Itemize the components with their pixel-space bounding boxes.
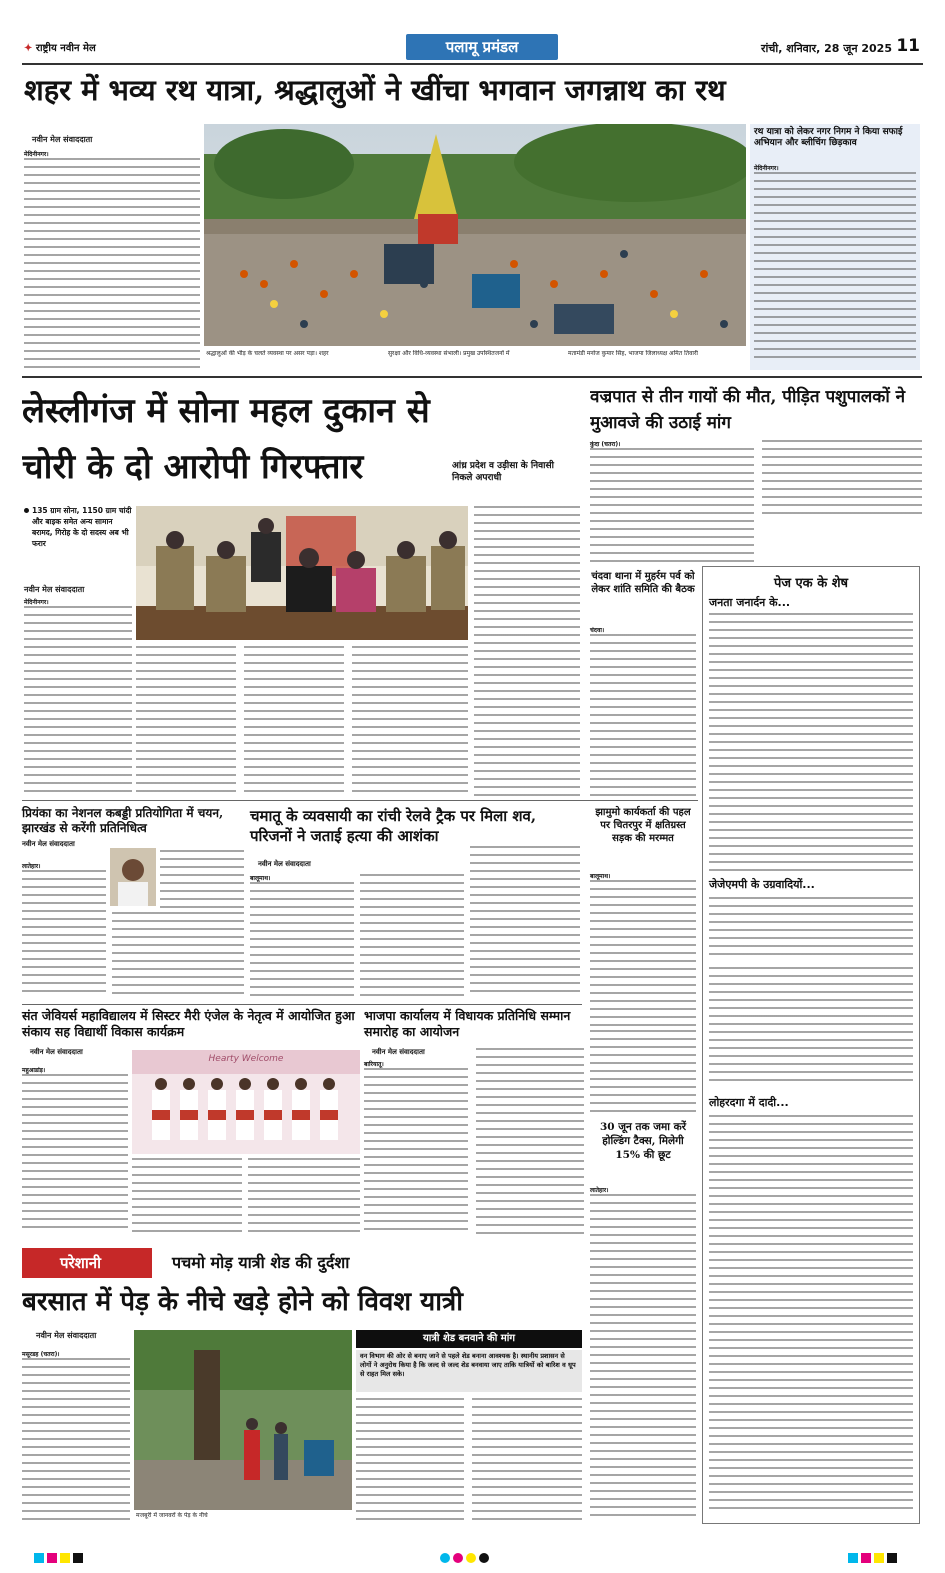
magenta-dot — [453, 1553, 463, 1563]
story5-body-text — [590, 880, 696, 1026]
masthead-rule — [22, 63, 923, 65]
story8-body-text-2 — [360, 874, 464, 998]
footer-registration-left — [34, 1548, 86, 1558]
story2-byline: नवीन मेल संवाददाता — [24, 585, 85, 594]
police-press-illustration — [136, 506, 468, 640]
bullet-dot-icon — [24, 508, 29, 513]
story8-dateline: बालूमाथ। — [250, 875, 271, 882]
college-event-illustration — [132, 1050, 360, 1154]
story11-kicker: पचमो मोड़ यात्री शेड की दुर्दशा — [172, 1253, 350, 1272]
story3-body-text-1 — [590, 448, 754, 562]
story7 — [22, 806, 244, 998]
lead-caption-3: मतामंडी मनोज कुमार सिंह, भाजपा जिलाध्यक्ष अमित तिवारी — [568, 350, 698, 357]
demand-box — [356, 1330, 582, 1520]
magenta-swatch-right — [861, 1553, 871, 1563]
lead-caption-2: सुरक्षा और विधि-व्यवस्था संभाली। प्रमुख उपस्थितजनों में — [388, 350, 510, 357]
story3-body — [590, 440, 922, 562]
story2-body-text-1 — [24, 606, 132, 792]
story7-body-text-2 — [160, 850, 244, 910]
story9-body-text-2 — [132, 1158, 242, 1234]
story8 — [250, 806, 580, 998]
story10-body-text-2 — [476, 1048, 584, 1234]
story6-headline: 30 जून तक जमा करें होल्डिंग टैक्स, मिलेगी 15% की छूट — [599, 1121, 687, 1161]
story9-body-text-3 — [248, 1158, 360, 1234]
story2-body-text-5 — [474, 506, 580, 796]
story2-dateline: मेदिनीनगर। — [24, 599, 49, 606]
footer-registration-right — [848, 1548, 900, 1558]
sidebar-dateline: मेदिनीनगर। — [754, 165, 779, 172]
continued-title: पेज एक के शेष — [773, 576, 849, 591]
story5-headline: झामुमो कार्यकर्ता की पहल पर चितरपुर में क्षतिग्रस्त सड़क की मरम्मत — [595, 807, 691, 844]
story10-dateline: बारियातू। — [364, 1061, 384, 1068]
story4-dateline: चंदवा। — [590, 627, 605, 634]
story2-headline-line1: लेस्लीगंज में सोना महल दुकान से — [22, 391, 430, 431]
police-press-photo — [136, 506, 468, 640]
story2-headline-line2: चोरी के दो आरोपी गिरफ्तार — [22, 447, 364, 487]
story11-dateline: मसूरडह (चतरा)। — [22, 1351, 60, 1358]
priyanka-portrait-photo — [110, 848, 156, 906]
demand-body-text-2 — [472, 1398, 582, 1520]
story4-body-text — [590, 634, 696, 800]
story3-body-text-2 — [762, 440, 922, 520]
story11-byline: नवीन मेल संवाददाता — [36, 1331, 97, 1340]
logo-star-icon: ✦ — [24, 43, 33, 54]
lead-rath-yatra-photo — [204, 124, 746, 346]
story2-kicker-box — [446, 458, 578, 494]
story5 — [590, 806, 696, 1026]
story8-headline: चमातू के व्यवसायी का रांची रेलवे ट्रैक पर मिला शव, परिजनों ने जताई हत्या की आशंका — [250, 807, 537, 845]
story4-headline: चंदवा थाना में मुहर्रम पर्व को लेकर शांति समिति की बैठक — [591, 571, 695, 595]
story11-tag — [22, 1248, 152, 1278]
story7-body-text-1 — [22, 870, 106, 998]
welcome-banner-text: Hearty Welcome — [208, 1054, 284, 1064]
magenta-swatch — [47, 1553, 57, 1563]
story11-tag-bar — [22, 1248, 582, 1278]
black-swatch — [73, 1553, 83, 1563]
continued-item-2: जेजेएमपी के उग्रवादियों... — [709, 878, 815, 891]
story10-byline: नवीन मेल संवाददाता — [372, 1048, 425, 1056]
yellow-swatch — [60, 1553, 70, 1563]
section-rule-1 — [22, 376, 922, 378]
story2-bullet-box — [24, 505, 134, 577]
story11-caption: मजबूरी में जानवरों के पेड़ के नीचे — [136, 1512, 208, 1519]
story7-dateline: लातेहार। — [22, 863, 41, 870]
story3-headline: वज्रपात से तीन गायों की मौत, पीड़ित पशुपालकों ने मुआवजे की उठाई मांग — [590, 387, 906, 433]
nagar-nigam-sidebar — [750, 124, 920, 370]
lead-body — [24, 150, 200, 370]
continued-box — [702, 566, 920, 1524]
demand-intro-box — [356, 1350, 582, 1392]
section-title: पलामू प्रमंडल — [445, 38, 519, 56]
lead-caption-1: श्रद्धालुओं की भीड़ के चलते व्यवस्था पर असर पड़ा। शहर — [206, 350, 329, 357]
story8-body-text-1 — [250, 882, 354, 998]
story6-body-text — [590, 1194, 696, 1520]
story9-body-text-1 — [22, 1074, 128, 1234]
priyanka-portrait-illustration — [110, 848, 156, 906]
story7-body-text-3 — [112, 912, 244, 998]
continued-text-2 — [709, 897, 913, 961]
sidebar-body-text — [754, 172, 916, 364]
story5-dateline: बालूमाथ। — [590, 873, 611, 880]
lead-byline: नवीन मेल संवाददाता — [32, 135, 93, 144]
story4 — [590, 570, 696, 800]
story9-headline: संत जेवियर्स महाविद्यालय में सिस्टर मैरी एंजेल के नेतृत्व में आयोजित हुआ संकाय सह विद्यार्थी विकास कार्यक्रम — [22, 1008, 355, 1039]
story2-body-left — [24, 598, 132, 798]
dateline: रांची, शनिवार, 28 जून 2025 — [761, 42, 892, 55]
lead-body-text — [24, 158, 200, 370]
story8-body-text-3 — [470, 846, 580, 998]
story10-headline: भाजपा कार्यालय में विधायक प्रतिनिधि सम्मान समारोह का आयोजन — [364, 1008, 571, 1039]
story8-byline: नवीन मेल संवाददाता — [258, 860, 311, 868]
masthead — [22, 34, 922, 62]
story5-body-text-continued — [590, 1030, 696, 1114]
section-banner — [406, 34, 558, 60]
story2-body-text-4 — [352, 646, 468, 796]
story11-tag-label: परेशानी — [60, 1254, 101, 1272]
page-number: 11 — [896, 36, 920, 56]
story6 — [590, 1120, 696, 1520]
story7-headline: प्रियंका का नेशनल कबड्डी प्रतियोगिता में चयन, झारखंड से करेंगी प्रतिनिधित्व — [22, 806, 224, 835]
story11-headline: बरसात में पेड़ के नीचे खड़े होने को विवश यात्री — [22, 1287, 464, 1317]
college-event-photo — [132, 1050, 360, 1154]
paper-logo: ✦ राष्ट्रीय नवीन मेल — [24, 43, 96, 54]
continued-text-1 — [709, 613, 913, 871]
continued-text-4 — [709, 1115, 913, 1515]
demand-title-bar — [356, 1330, 582, 1348]
story2-bullet: 135 ग्राम सोना, 1150 ग्राम चांदी और बाइक समेत अन्य सामान बरामद, गिरोह के दो सदस्य अब भी फरार — [32, 506, 132, 548]
section-rule-3 — [22, 1004, 582, 1005]
lead-dateline: मेदिनीनगर। — [24, 151, 49, 158]
story11-body-text-1 — [22, 1358, 130, 1522]
story2-kicker: आंध्र प्रदेश व उड़ीसा के निवासी निकले अपराधी — [452, 461, 554, 483]
lead-headline: शहर में भव्य रथ यात्रा, श्रद्धालुओं ने खींचा भगवान जगन्नाथ का रथ — [24, 73, 726, 107]
section-rule-2 — [22, 800, 698, 801]
continued-item-3: लोहरदगा में दादी... — [709, 1096, 789, 1109]
story2-body-text-3 — [244, 646, 344, 796]
story9-byline: नवीन मेल संवाददाता — [30, 1048, 83, 1056]
story7-byline: नवीन मेल संवाददाता — [22, 840, 75, 848]
story3-dateline: कुंदा (चतरा)। — [590, 441, 621, 448]
demand-title: यात्री शेड बनवाने की मांग — [422, 1333, 515, 1344]
story11-body-left — [22, 1350, 130, 1522]
story10-body-text-1 — [364, 1068, 468, 1234]
rath-yatra-illustration — [204, 124, 746, 346]
story10 — [364, 1008, 584, 1234]
cyan-swatch-right — [848, 1553, 858, 1563]
tree-shelter-illustration — [134, 1330, 352, 1510]
demand-intro-text: वन विभाग की ओर से बनाए जाने से पहले शेड बनाना आवश्यक है। स्थानीय प्रशासन से लोगों ने अनुरोध किया है कि जल्द से जल्द शेड बनवाया जाए ताकि यात्रियों को बारिश व धूप से राहत मिल सके। — [360, 1352, 576, 1378]
yellow-swatch-right — [874, 1553, 884, 1563]
black-swatch-right — [887, 1553, 897, 1563]
continued-text-3 — [709, 967, 913, 1087]
story9 — [22, 1008, 360, 1234]
footer-registration-center — [440, 1548, 489, 1558]
continued-item-1: जनता जनार्दन के... — [709, 596, 791, 609]
tree-shelter-photo — [134, 1330, 352, 1510]
yellow-dot — [466, 1553, 476, 1563]
story9-dateline: महुआडांड़। — [22, 1067, 46, 1074]
story2-body-text-2 — [136, 646, 236, 796]
black-dot — [479, 1553, 489, 1563]
story6-dateline: लातेहार। — [590, 1187, 609, 1194]
cyan-swatch — [34, 1553, 44, 1563]
sidebar-headline: रथ यात्रा को लेकर नगर निगम ने किया सफाई अभियान और ब्लीचिंग छिड़काव — [754, 127, 903, 148]
cyan-dot — [440, 1553, 450, 1563]
demand-body-text-1 — [356, 1398, 464, 1520]
